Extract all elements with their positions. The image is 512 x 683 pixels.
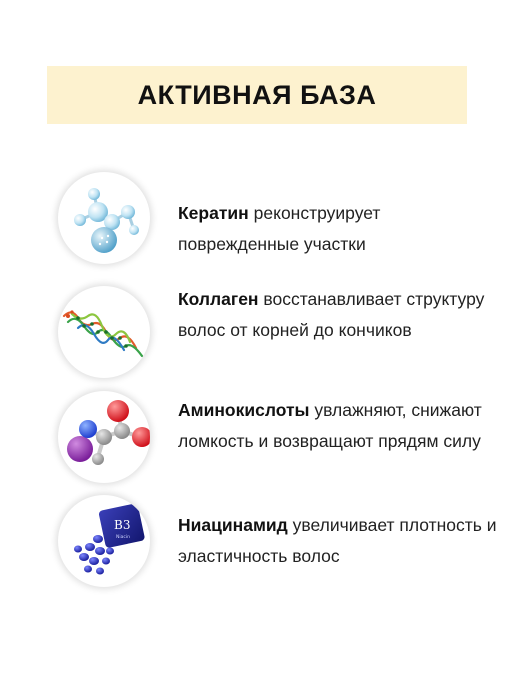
ingredient-text xyxy=(178,395,498,457)
ingredient-description: увеличивает плотность и эластичность волос xyxy=(178,515,497,566)
ingredient-description: реконструирует поврежденные участки xyxy=(178,203,381,254)
ingredient-name: Ниацинамид xyxy=(178,515,288,535)
bottle-sublabel: Niacin xyxy=(116,535,130,540)
niacinamide-capsules-icon xyxy=(58,495,150,587)
ingredient-name: Аминокислоты xyxy=(178,400,310,420)
ingredient-name: Коллаген xyxy=(178,289,259,309)
collagen-chain-icon xyxy=(58,286,150,378)
ingredient-description: увлажняют, снижают ломкость и возвращают прядям силу xyxy=(178,400,482,451)
ingredient-text xyxy=(178,198,498,260)
ingredient-text xyxy=(178,284,498,346)
bottle-label: B3 xyxy=(114,518,131,532)
amino-acid-molecule-icon xyxy=(58,391,150,483)
keratin-molecule-icon xyxy=(58,172,150,264)
ingredient-name: Кератин xyxy=(178,203,249,223)
ingredient-description: восстанавливает структуру волос от корней до кончиков xyxy=(178,289,485,340)
title-banner xyxy=(47,66,467,124)
page-title: АКТИВНАЯ БАЗА xyxy=(137,79,377,110)
ingredient-text xyxy=(178,510,498,572)
